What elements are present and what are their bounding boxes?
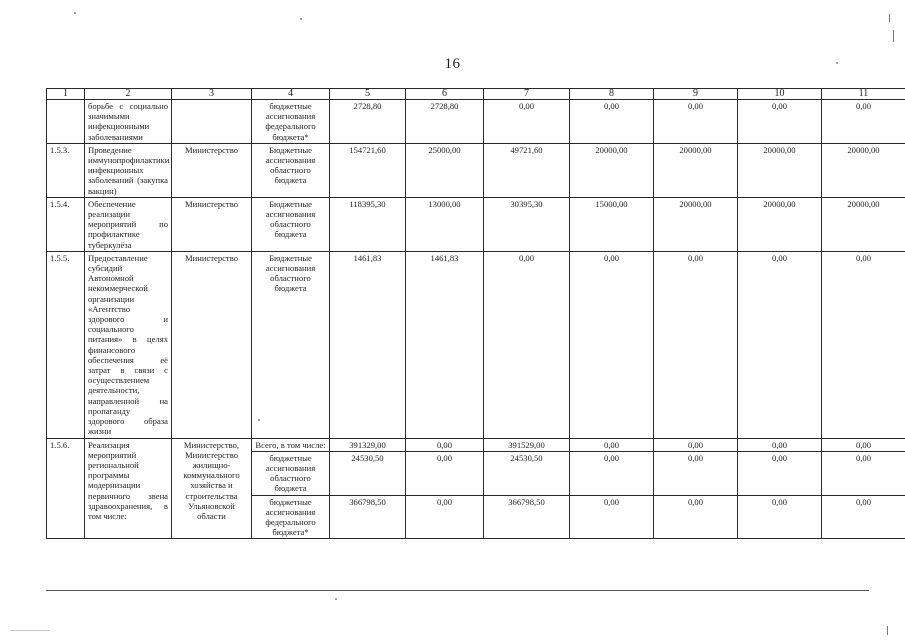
- amount-cell: 391529,00: [484, 438, 570, 451]
- item-number: [47, 100, 85, 144]
- amount-cell: 0,00: [738, 251, 822, 438]
- scan-speck: [836, 62, 838, 64]
- scan-edge-mark: [10, 630, 50, 631]
- col-header: 7: [484, 89, 570, 100]
- amount-cell: 20000,00: [738, 143, 822, 197]
- amount-cell: 25000,00: [406, 143, 484, 197]
- amount-cell: 49721,60: [484, 143, 570, 197]
- amount-cell: 0,00: [822, 438, 905, 451]
- activity-name: Проведение иммунопрофилактики инфекционных заболеваний (закупка вакцин): [85, 143, 172, 197]
- amount-cell: 0,00: [654, 100, 738, 144]
- amount-cell: 0,00: [822, 100, 905, 144]
- funding-source: Бюджетные ассигнования областного бюджета: [252, 197, 330, 251]
- activity-name: Предоставление субсидий Автономной некоммерческой организации «Агентство здорового и социального питания» в целях финансового обеспечения её затрат в связи с осуществлением деятельности, направленной на пропаганду здорового образа жизни: [85, 251, 172, 438]
- amount-cell: 0,00: [654, 438, 738, 451]
- funding-source: бюджетные ассигнования федерального бюджета*: [252, 495, 330, 539]
- amount-cell: 1461,83: [330, 251, 406, 438]
- funding-source: Бюджетные ассигнования областного бюджета: [252, 251, 330, 438]
- amount-cell: 30395,30: [484, 197, 570, 251]
- amount-cell: 0,00: [570, 451, 654, 495]
- amount-cell: 2728,80: [330, 100, 406, 144]
- scan-speck: [74, 12, 76, 14]
- amount-cell: 0,00: [654, 451, 738, 495]
- amount-cell: 0,00: [406, 451, 484, 495]
- amount-cell: 0,00: [484, 100, 570, 144]
- amount-cell: 0,00: [570, 495, 654, 539]
- col-header: 2: [85, 89, 172, 100]
- amount-cell: 0,00: [822, 495, 905, 539]
- activity-name: Реализация мероприятий региональной программы модернизации первичного звена здравоохранения, в том числе:: [85, 438, 172, 539]
- scan-speck: [335, 598, 337, 600]
- col-header: 10: [738, 89, 822, 100]
- table-row: [47, 251, 905, 438]
- activity-name: борьбе с социально значимыми инфекционными заболеваниями: [85, 100, 172, 144]
- executor: Министерство: [172, 143, 252, 197]
- amount-cell: 0,00: [822, 451, 905, 495]
- amount-cell: 118395,30: [330, 197, 406, 251]
- table-body: [47, 100, 905, 539]
- col-header: 4: [252, 89, 330, 100]
- budget-table: [46, 88, 905, 539]
- amount-cell: 0,00: [654, 251, 738, 438]
- amount-cell: 24530,50: [484, 451, 570, 495]
- executor: Министерство: [172, 197, 252, 251]
- amount-cell: 20000,00: [822, 197, 905, 251]
- amount-cell: 20000,00: [570, 143, 654, 197]
- scan-speck: [300, 18, 302, 20]
- scan-speck: [258, 419, 260, 421]
- amount-cell: 0,00: [738, 495, 822, 539]
- amount-cell: 366798,50: [484, 495, 570, 539]
- amount-cell: 2728,80: [406, 100, 484, 144]
- table-row: [47, 197, 905, 251]
- table-row: [47, 438, 905, 451]
- amount-cell: 24530,50: [330, 451, 406, 495]
- funding-source: Всего, в том числе:: [252, 438, 330, 451]
- col-header: 11: [822, 89, 905, 100]
- funding-source: бюджетные ассигнования федерального бюджета*: [252, 100, 330, 144]
- item-number: 1.5.6.: [47, 438, 85, 539]
- col-header: 3: [172, 89, 252, 100]
- item-number: 1.5.3.: [47, 143, 85, 197]
- scan-edge-mark: [893, 30, 894, 42]
- amount-cell: 0,00: [822, 251, 905, 438]
- scan-edge-mark: [887, 626, 888, 635]
- amount-cell: 15000,00: [570, 197, 654, 251]
- executor: Министерство: [172, 251, 252, 438]
- col-header: 8: [570, 89, 654, 100]
- amount-cell: 0,00: [406, 438, 484, 451]
- amount-cell: 154721,60: [330, 143, 406, 197]
- amount-cell: 0,00: [738, 451, 822, 495]
- item-number: 1.5.5.: [47, 251, 85, 438]
- bottom-rule: [46, 590, 869, 591]
- amount-cell: 20000,00: [738, 197, 822, 251]
- col-header: 9: [654, 89, 738, 100]
- amount-cell: 0,00: [406, 495, 484, 539]
- header-row: [47, 89, 905, 100]
- amount-cell: 0,00: [484, 251, 570, 438]
- amount-cell: 0,00: [570, 100, 654, 144]
- table-row: [47, 100, 905, 144]
- amount-cell: 20000,00: [654, 143, 738, 197]
- executor: Министерство, Министерство жилищно-коммунального хозяйства и строительства Ульяновской области: [172, 438, 252, 539]
- scan-edge-mark: [889, 14, 890, 22]
- amount-cell: 0,00: [654, 495, 738, 539]
- funding-source: Бюджетные ассигнования областного бюджета: [252, 143, 330, 197]
- table-row: [47, 143, 905, 197]
- amount-cell: 20000,00: [654, 197, 738, 251]
- amount-cell: 366798,50: [330, 495, 406, 539]
- item-number: 1.5.4.: [47, 197, 85, 251]
- col-header: 5: [330, 89, 406, 100]
- amount-cell: 0,00: [570, 251, 654, 438]
- amount-cell: 20000,00: [822, 143, 905, 197]
- amount-cell: 391329,00: [330, 438, 406, 451]
- col-header: 6: [406, 89, 484, 100]
- amount-cell: 1461,83: [406, 251, 484, 438]
- activity-name: Обеспечение реализации мероприятий по профилактике туберкулёза: [85, 197, 172, 251]
- page-number: 16: [444, 56, 461, 72]
- amount-cell: 13000,00: [406, 197, 484, 251]
- amount-cell: 0,00: [738, 438, 822, 451]
- amount-cell: 0,00: [570, 438, 654, 451]
- funding-source: бюджетные ассигнования областного бюджета: [252, 451, 330, 495]
- col-header: 1: [47, 89, 85, 100]
- executor: [172, 100, 252, 144]
- amount-cell: 0,00: [738, 100, 822, 144]
